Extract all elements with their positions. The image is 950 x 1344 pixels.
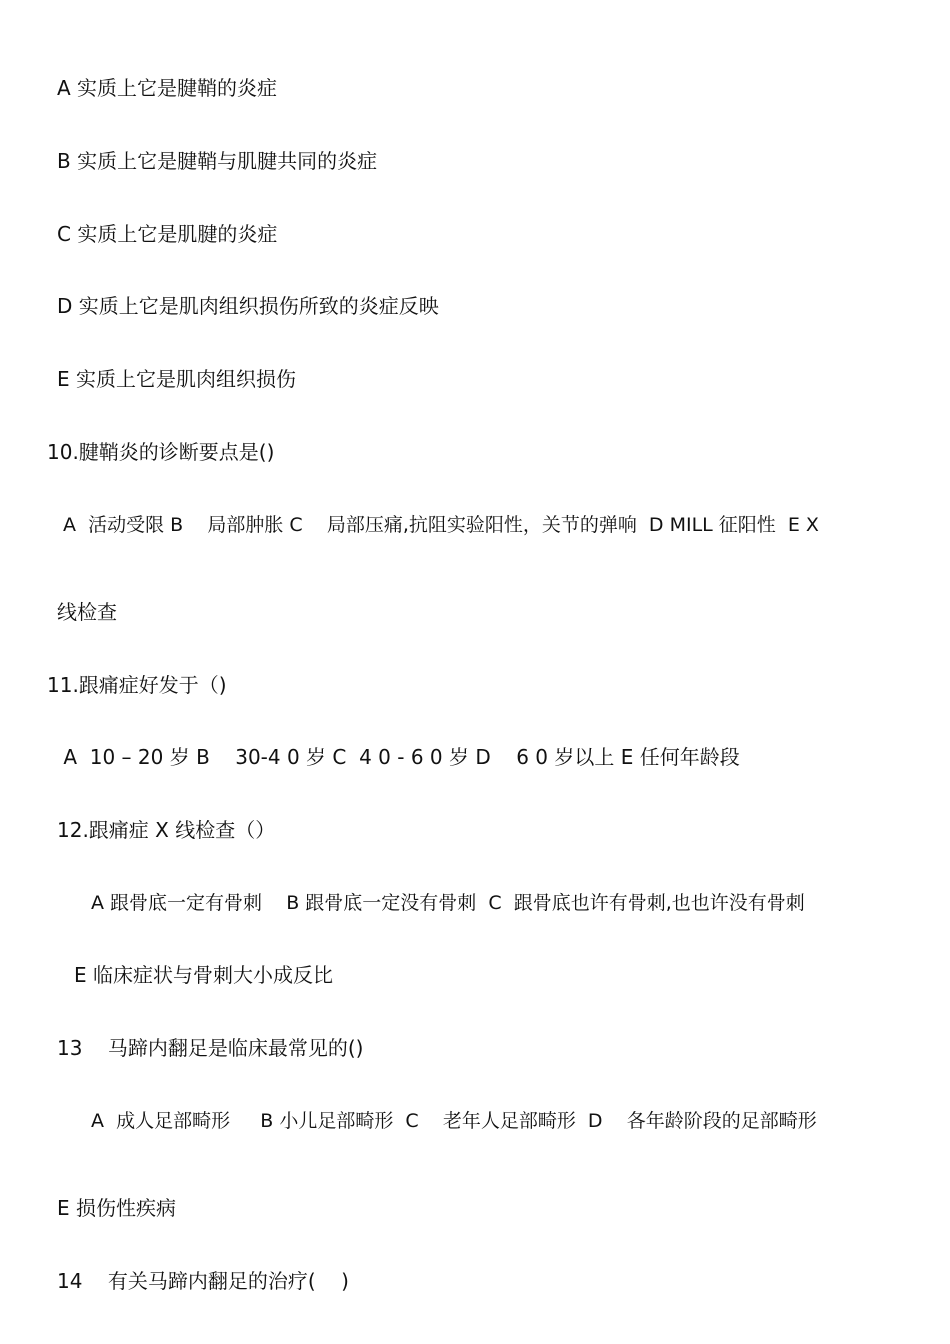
q12-options-line1: A 跟骨底一定有骨刺 B 跟骨底一定没有骨刺 C 跟骨底也许有骨刺,也也许没有骨刺 [91, 892, 805, 914]
q14-question: 14 有关马蹄内翻足的治疗( ) [57, 1269, 349, 1293]
q10-options-line1: A 活动受限 B 局部肿胀 C 局部压痛,抗阻实验阳性，关节的弹响 D MILL 征阳性 E X [57, 514, 819, 536]
q12-options-line2: E 临床症状与骨刺大小成反比 [74, 963, 333, 987]
q11-options: A 10 – 20 岁 B 30-4 0 岁 C 4 0 - 6 0 岁 D 6 0 岁以上 E 任何年龄段 [57, 745, 740, 769]
q12-question: 12.跟痛症 X 线检查（） [57, 818, 276, 842]
q11-question: 11.跟痛症好发于（) [47, 673, 227, 697]
q9-option-c: C 实质上它是肌腱的炎症 [57, 222, 278, 246]
q13-options-line1: A 成人足部畸形 B 小儿足部畸形 C 老年人足部畸形 D 各年龄阶段的足部畸形 [91, 1110, 817, 1132]
q9-option-e: E 实质上它是肌肉组织损伤 [57, 367, 296, 391]
q9-option-b: B 实质上它是腱鞘与肌腱共同的炎症 [57, 149, 378, 173]
q9-option-d: D 实质上它是肌肉组织损伤所致的炎症反映 [57, 294, 439, 318]
q13-question: 13 马蹄内翻足是临床最常见的() [57, 1036, 364, 1060]
q13-options-line2: E 损伤性疾病 [57, 1196, 176, 1220]
q10-question: 10.腱鞘炎的诊断要点是() [47, 440, 275, 464]
q9-option-a: A 实质上它是腱鞘的炎症 [57, 76, 278, 100]
q10-options-line2: 线检查 [57, 600, 117, 624]
